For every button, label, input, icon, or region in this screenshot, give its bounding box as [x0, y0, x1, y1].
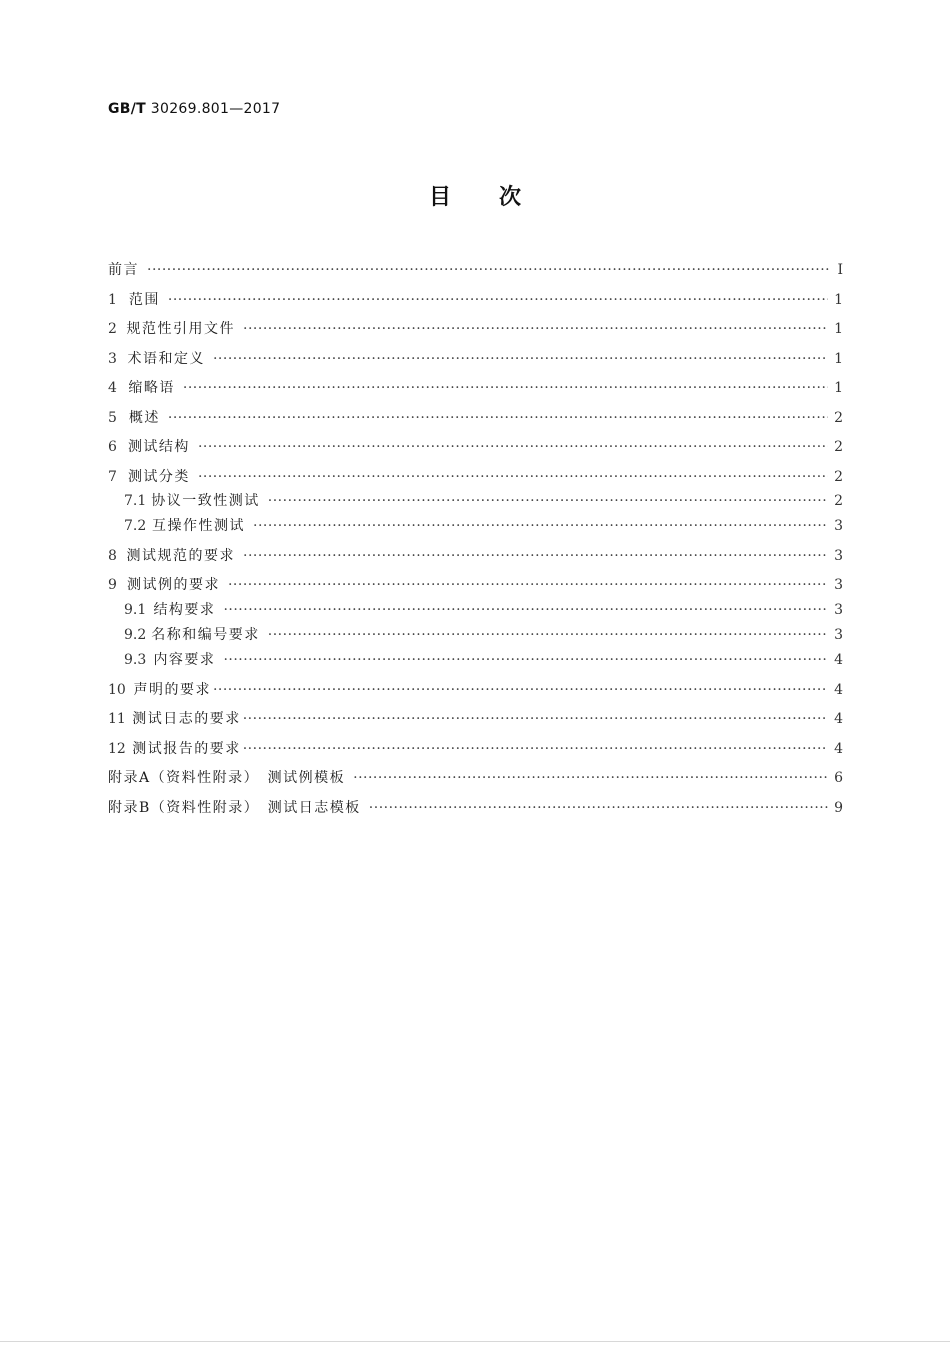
- toc-page: 4: [834, 711, 843, 727]
- toc-entry-10[interactable]: [108, 678, 843, 702]
- toc-leader: [228, 573, 828, 597]
- toc-page: 4: [834, 682, 843, 698]
- toc-number: 1: [108, 292, 117, 308]
- toc-number: 9: [108, 577, 117, 593]
- toc-page: 3: [834, 548, 843, 564]
- standard-prefix: GB/T: [108, 101, 147, 117]
- toc-page: 2: [834, 410, 843, 426]
- toc-page: 6: [834, 770, 843, 786]
- toc-page: 1: [834, 380, 843, 396]
- toc-label: 测试例的要求: [126, 577, 220, 593]
- toc-label: 声明的要求: [133, 682, 211, 698]
- toc-leader: [243, 317, 828, 341]
- toc-entry-7-1[interactable]: [124, 489, 843, 513]
- toc-page: 3: [834, 602, 843, 618]
- toc-label: 名称和编号要求: [151, 627, 260, 643]
- toc-number: 6: [108, 439, 117, 455]
- toc-label: 缩略语: [128, 380, 175, 396]
- standard-code: 30269.801—2017: [150, 101, 281, 117]
- toc-leader: [243, 737, 828, 761]
- toc-leader: [198, 435, 828, 459]
- toc-page: 9: [834, 800, 843, 816]
- toc-number: 9.2: [124, 627, 147, 643]
- standard-number: [108, 101, 280, 117]
- toc-label: 前言: [108, 262, 139, 278]
- toc-entry-12[interactable]: [108, 737, 843, 761]
- toc-entry-5[interactable]: [108, 406, 843, 430]
- toc-label: 测试规范的要求: [126, 548, 236, 564]
- toc-leader: [168, 288, 828, 312]
- toc-page: 3: [834, 577, 843, 593]
- toc-number: 9.1: [124, 602, 147, 618]
- toc-number: 7.1: [124, 493, 147, 509]
- toc-label: 术语和定义: [127, 351, 205, 367]
- toc-page: 1: [834, 292, 843, 308]
- toc-entry-6[interactable]: [108, 435, 843, 459]
- toc-label: 协议一致性测试: [151, 493, 260, 509]
- toc-label: 附录B（资料性附录） 测试日志模板: [108, 800, 361, 816]
- toc-label: 测试日志的要求: [132, 711, 241, 727]
- toc-leader: [147, 258, 829, 282]
- toc-label: 概述: [128, 410, 160, 426]
- toc-label: 规范性引用文件: [126, 321, 236, 337]
- toc-leader: [369, 796, 828, 820]
- toc-label: 测试结构: [127, 439, 190, 455]
- toc-entry-9-3[interactable]: [124, 648, 843, 672]
- toc-label: 内容要求: [153, 652, 216, 668]
- toc-page: 3: [834, 518, 843, 534]
- toc-entry-foreword[interactable]: [108, 258, 843, 282]
- toc-page: 2: [834, 439, 843, 455]
- toc-number: 2: [108, 321, 117, 337]
- toc-entry-appendix-a[interactable]: [108, 766, 843, 790]
- toc-page: 2: [834, 469, 843, 485]
- toc-number: 7.2: [124, 518, 147, 534]
- toc-page: 4: [834, 652, 843, 668]
- toc-entry-9[interactable]: [108, 573, 843, 597]
- toc-leader: [213, 347, 828, 371]
- toc-page: 1: [834, 321, 843, 337]
- page-bottom-divider: [0, 1341, 950, 1342]
- toc-leader: [243, 707, 828, 731]
- toc-number: 12: [108, 741, 126, 757]
- toc-entry-3[interactable]: [108, 347, 843, 371]
- toc-leader: [223, 648, 828, 672]
- toc-number: 5: [108, 410, 117, 426]
- toc-number: 4: [108, 380, 117, 396]
- toc-label: 结构要求: [153, 602, 216, 618]
- toc-leader: [223, 598, 828, 622]
- toc-leader: [253, 514, 828, 538]
- toc-page: 3: [834, 627, 843, 643]
- toc-number: 8: [108, 548, 117, 564]
- toc-label: 测试分类: [127, 469, 190, 485]
- toc-number: 10: [108, 682, 126, 698]
- toc-number: 3: [108, 351, 117, 367]
- toc-number: 11: [108, 711, 126, 727]
- toc-leader: [243, 544, 828, 568]
- toc-leader: [168, 406, 828, 430]
- toc-label: 测试报告的要求: [132, 741, 241, 757]
- toc-leader: [198, 465, 828, 489]
- toc-entry-9-2[interactable]: [124, 623, 843, 647]
- toc-entry-8[interactable]: [108, 544, 843, 568]
- toc-page: 2: [834, 493, 843, 509]
- toc-entry-7-2[interactable]: [124, 514, 843, 538]
- toc-leader: [268, 623, 828, 647]
- toc-entry-7[interactable]: [108, 465, 843, 489]
- toc-page: Ⅰ: [837, 262, 843, 278]
- toc-entry-2[interactable]: [108, 317, 843, 341]
- toc-leader: [268, 489, 828, 513]
- toc-entry-4[interactable]: [108, 376, 843, 400]
- toc-label: 范围: [128, 292, 160, 308]
- toc-number: 9.3: [124, 652, 147, 668]
- toc-leader: [183, 376, 828, 400]
- toc-page: 4: [834, 741, 843, 757]
- toc-entry-9-1[interactable]: [124, 598, 843, 622]
- page-title: 目次: [428, 185, 569, 210]
- toc-label: 附录A（资料性附录） 测试例模板: [108, 770, 346, 786]
- toc-label: 互操作性测试: [152, 518, 245, 534]
- toc-number: 7: [108, 469, 117, 485]
- toc-leader: [213, 678, 828, 702]
- toc-leader: [353, 766, 828, 790]
- toc-entry-1[interactable]: [108, 288, 843, 312]
- toc-page: 1: [834, 351, 843, 367]
- toc-entry-11[interactable]: [108, 707, 843, 731]
- toc-entry-appendix-b[interactable]: [108, 796, 843, 820]
